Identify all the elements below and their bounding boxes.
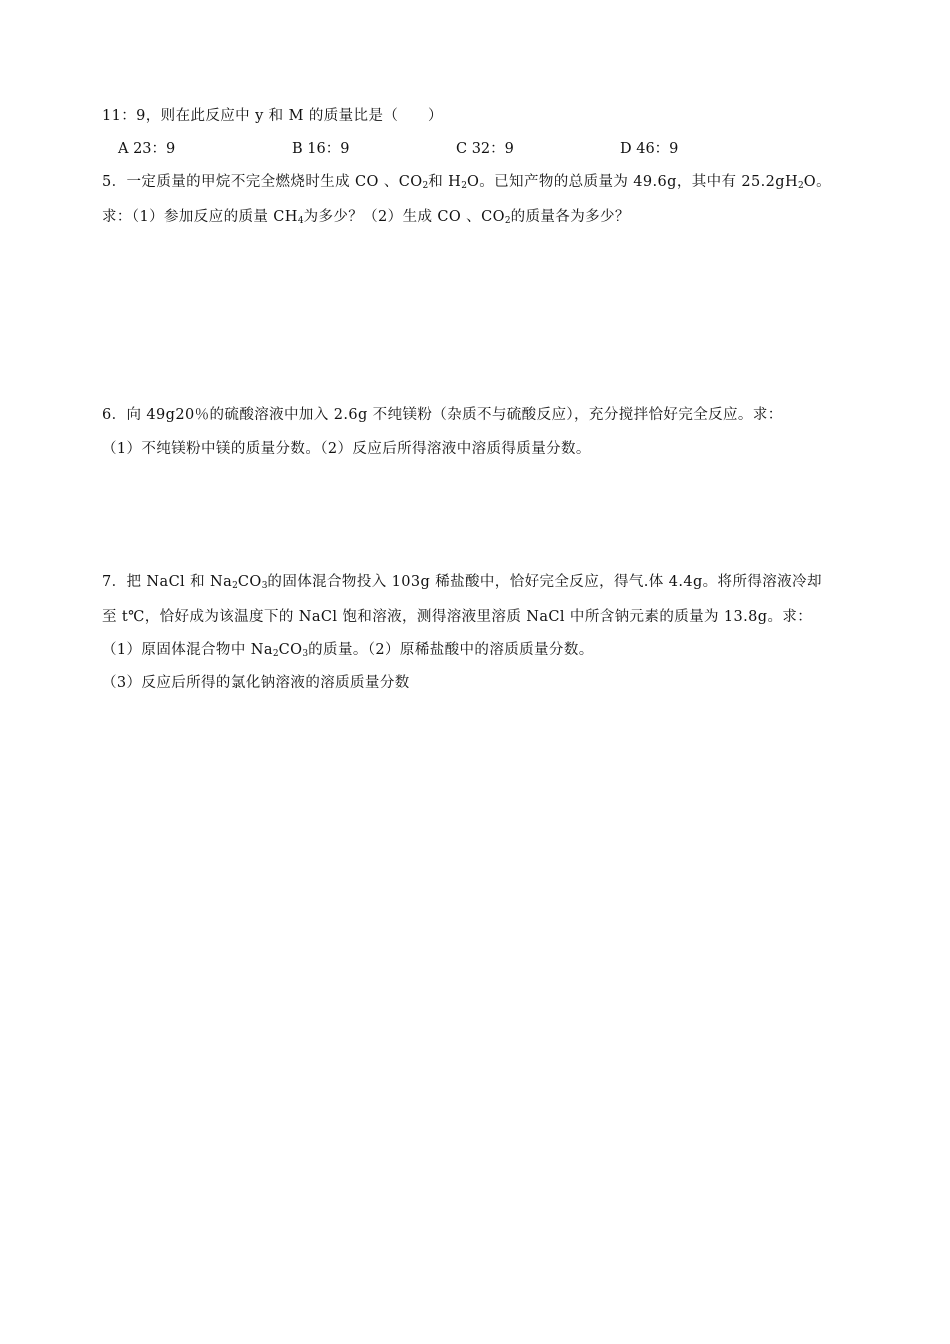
option-b: B 16：9 [292, 141, 350, 157]
question-6-line-1: 6．向 49g20％的硫酸溶液中加入 2.6g 不纯镁粉（杂质不与硫酸反应），充分搅拌恰好完全反应。求： [102, 407, 783, 423]
question-7-line-2: 至 t℃，恰好成为该温度下的 NaCl 饱和溶液，测得溶液里溶质 NaCl 中所含钠元素的质量为 13.8g。求： [102, 609, 813, 625]
option-d: D 46：9 [620, 141, 679, 157]
option-c: C 32：9 [456, 141, 514, 157]
question-4-tail: 11：9，则在此反应中 y 和 M 的质量比是（ ） [102, 108, 443, 124]
option-a: A 23：9 [118, 141, 176, 157]
question-7-line-3: （1）原固体混合物中 $Na_2CO_3$的质量。（2）原稀盐酸中的溶质质量分数。 [102, 642, 594, 659]
question-7-line-1: 7．把 NaCl 和 $Na_2CO_3$的固体混合物投入 103g 稀盐酸中，恰好完全反应，得气.体 4.4g。将所得溶液冷却 [102, 574, 822, 591]
question-6-line-2: （1）不纯镁粉中镁的质量分数。（2）反应后所得溶液中溶质得质量分数。 [102, 441, 591, 457]
question-7-line-4: （3）反应后所得的氯化钠溶液的溶质质量分数 [102, 675, 410, 691]
question-5-line-2: 求：（1）参加反应的质量 $CH_4$为多少？（2）生成 CO 、$CO_2$的质量各为多少？ [102, 209, 630, 226]
question-5-line-1: 5．一定质量的甲烷不完全燃烧时生成 CO 、$CO_2$和 $H_2O$。已知产物的总质量为 49.6g，其中有 $25.2gH_2O$。 [102, 174, 831, 191]
